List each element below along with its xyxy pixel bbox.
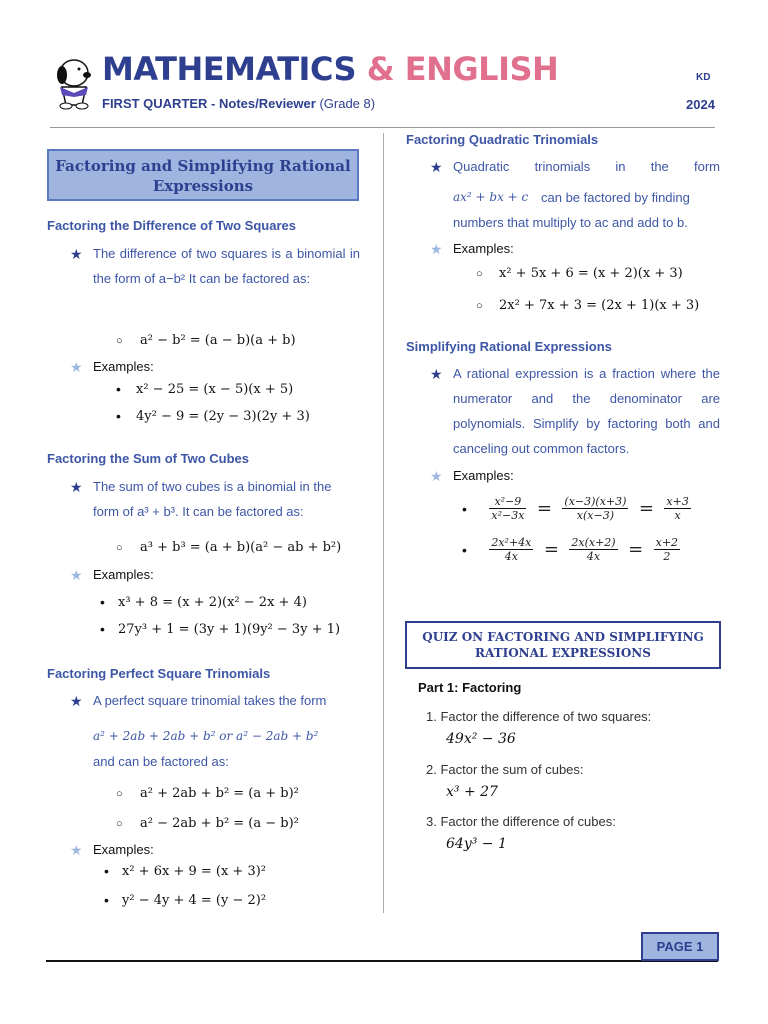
star-icon: ★ <box>70 567 83 583</box>
quiz-title-box: QUIZ ON FACTORING AND SIMPLIFYING RATIONAL EXPRESSIONS <box>405 621 721 669</box>
star-icon: ★ <box>70 479 83 495</box>
simplifying-heading: Simplifying Rational Expressions <box>406 339 612 354</box>
circle-bullet-icon: ○ <box>116 335 123 347</box>
bullet-icon: • <box>462 541 467 558</box>
circle-bullet-icon: ○ <box>116 542 123 554</box>
example-item: 27y³ + 1 = (3y + 1)(9y² − 3y + 1) <box>118 622 341 637</box>
quadratic-desc-line3: numbers that multiply to ac and add to b. <box>453 215 688 230</box>
star-icon: ★ <box>430 366 443 382</box>
circle-bullet-icon: ○ <box>116 788 123 800</box>
fraction: $\frac{x+3}{x}$ <box>666 495 689 522</box>
bullet-icon: • <box>104 863 109 879</box>
sum-cubes-heading: Factoring the Sum of Two Cubes <box>47 451 249 466</box>
bullet-icon: • <box>100 594 105 610</box>
star-icon: ★ <box>70 246 83 262</box>
quiz-item-text: 1. Factor the difference of two squares: <box>426 709 652 724</box>
quiz-item-text: 2. Factor the sum of cubes: <box>426 762 584 777</box>
snoopy-logo <box>52 55 96 110</box>
diff-squares-desc: The difference of two squares is a binomial in the form of a−b² It can be factored as: <box>93 246 360 286</box>
perfect-square-forms: a² + 2ab + 2ab + b² or a² − 2ab + b² <box>93 729 319 743</box>
circle-bullet-icon: ○ <box>476 268 483 280</box>
perfect-square-formula: a² + 2ab + b² = (a + b)² <box>140 786 299 801</box>
examples-label: Examples: <box>93 842 154 857</box>
example-item: x² − 25 = (x − 5)(x + 5) <box>136 382 294 397</box>
bullet-icon: • <box>116 381 121 397</box>
quiz-item-math: 49x² − 36 <box>446 731 516 747</box>
example-item: 2x² + 7x + 3 = (2x + 1)(x + 3) <box>499 298 700 313</box>
quadratic-heading: Factoring Quadratic Trinomials <box>406 132 599 147</box>
rational-example-1: • $\frac{\text{x²−9}}{\text{x²−3x}}$ = $\frac{(x-3)(x+3)}{x(x-3)}$ = $\frac{x+3}{x}$ <box>462 495 689 522</box>
star-icon: ★ <box>430 159 443 175</box>
star-icon: ★ <box>70 693 83 709</box>
perfect-square-formula: a² − 2ab + b² = (a − b)² <box>140 816 299 831</box>
quadratic-form: ax² + bx + c <box>453 190 529 204</box>
circle-bullet-icon: ○ <box>476 300 483 312</box>
star-icon: ★ <box>430 241 443 257</box>
example-item: x² + 5x + 6 = (x + 2)(x + 3) <box>499 266 683 281</box>
bullet-icon: • <box>100 621 105 637</box>
sum-cubes-desc: The sum of two cubes is a binomial in the form of a³ + b³. It can be factored as: <box>93 479 332 519</box>
examples-label: Examples: <box>453 241 514 256</box>
examples-label: Examples: <box>93 359 154 374</box>
quadratic-desc-line1: Quadratic trinomials in the form <box>453 159 720 174</box>
fraction: $\frac{\text{2x²+4x}}{4x}$ <box>491 536 532 563</box>
example-item: 4y² − 9 = (2y − 3)(2y + 3) <box>136 409 310 424</box>
footer-rule <box>46 960 718 962</box>
perfect-square-desc2: and can be factored as: <box>93 754 229 769</box>
fraction: $\frac{\text{x²−9}}{\text{x²−3x}}$ <box>491 495 525 522</box>
circle-bullet-icon: ○ <box>116 818 123 830</box>
bullet-icon: • <box>462 500 467 517</box>
example-item: x³ + 8 = (x + 2)(x² − 2x + 4) <box>118 595 307 610</box>
quiz-item-text: 3. Factor the difference of cubes: <box>426 814 616 829</box>
star-icon: ★ <box>430 468 443 484</box>
author-initials: KD <box>696 72 711 83</box>
bullet-icon: • <box>116 408 121 424</box>
subtitle: FIRST QUARTER - Notes/Reviewer (Grade 8) <box>102 96 376 111</box>
examples-label: Examples: <box>453 468 514 483</box>
diff-squares-heading: Factoring the Difference of Two Squares <box>47 218 296 233</box>
sum-cubes-formula: a³ + b³ = (a + b)(a² − ab + b²) <box>140 540 342 555</box>
fraction: $\frac{(x-3)(x+3)}{x(x-3)}$ <box>564 495 627 522</box>
example-item: x² + 6x + 9 = (x + 3)² <box>122 864 267 879</box>
page-number: PAGE 1 <box>641 932 719 961</box>
simplifying-desc: A rational expression is a fraction where the numerator and the denominator are polynomials. Simplify by factoring both and canceling out common factors. <box>453 366 720 456</box>
header-divider <box>50 127 715 128</box>
page-title: MATHEMATICS & ENGLISH <box>102 50 559 88</box>
section-title-box: Factoring and Simplifying Rational Expressions <box>47 149 359 201</box>
fraction: $\frac{2x(x+2)}{4x}$ <box>571 536 616 563</box>
perfect-square-desc1: A perfect square trinomial takes the form <box>93 693 327 708</box>
quiz-part-heading: Part 1: Factoring <box>418 680 522 695</box>
diff-squares-formula: a² − b² = (a − b)(a + b) <box>140 333 296 348</box>
perfect-square-heading: Factoring Perfect Square Trinomials <box>47 666 271 681</box>
column-divider <box>383 133 384 913</box>
star-icon: ★ <box>70 359 83 375</box>
fraction: $\frac{x+2}{2}$ <box>655 536 679 563</box>
star-icon: ★ <box>70 842 83 858</box>
rational-example-2: • $\frac{\text{2x²+4x}}{4x}$ = $\frac{2x(x+2)}{4x}$ = $\frac{x+2}{2}$ <box>462 536 679 563</box>
example-item: y² − 4y + 4 = (y − 2)² <box>122 893 267 908</box>
quiz-item-math: x³ + 27 <box>446 784 498 800</box>
quadratic-desc-line2: can be factored by finding <box>541 190 690 205</box>
quiz-item-math: 64y³ − 1 <box>446 836 507 852</box>
year: 2024 <box>686 97 715 112</box>
examples-label: Examples: <box>93 567 154 582</box>
bullet-icon: • <box>104 892 109 908</box>
